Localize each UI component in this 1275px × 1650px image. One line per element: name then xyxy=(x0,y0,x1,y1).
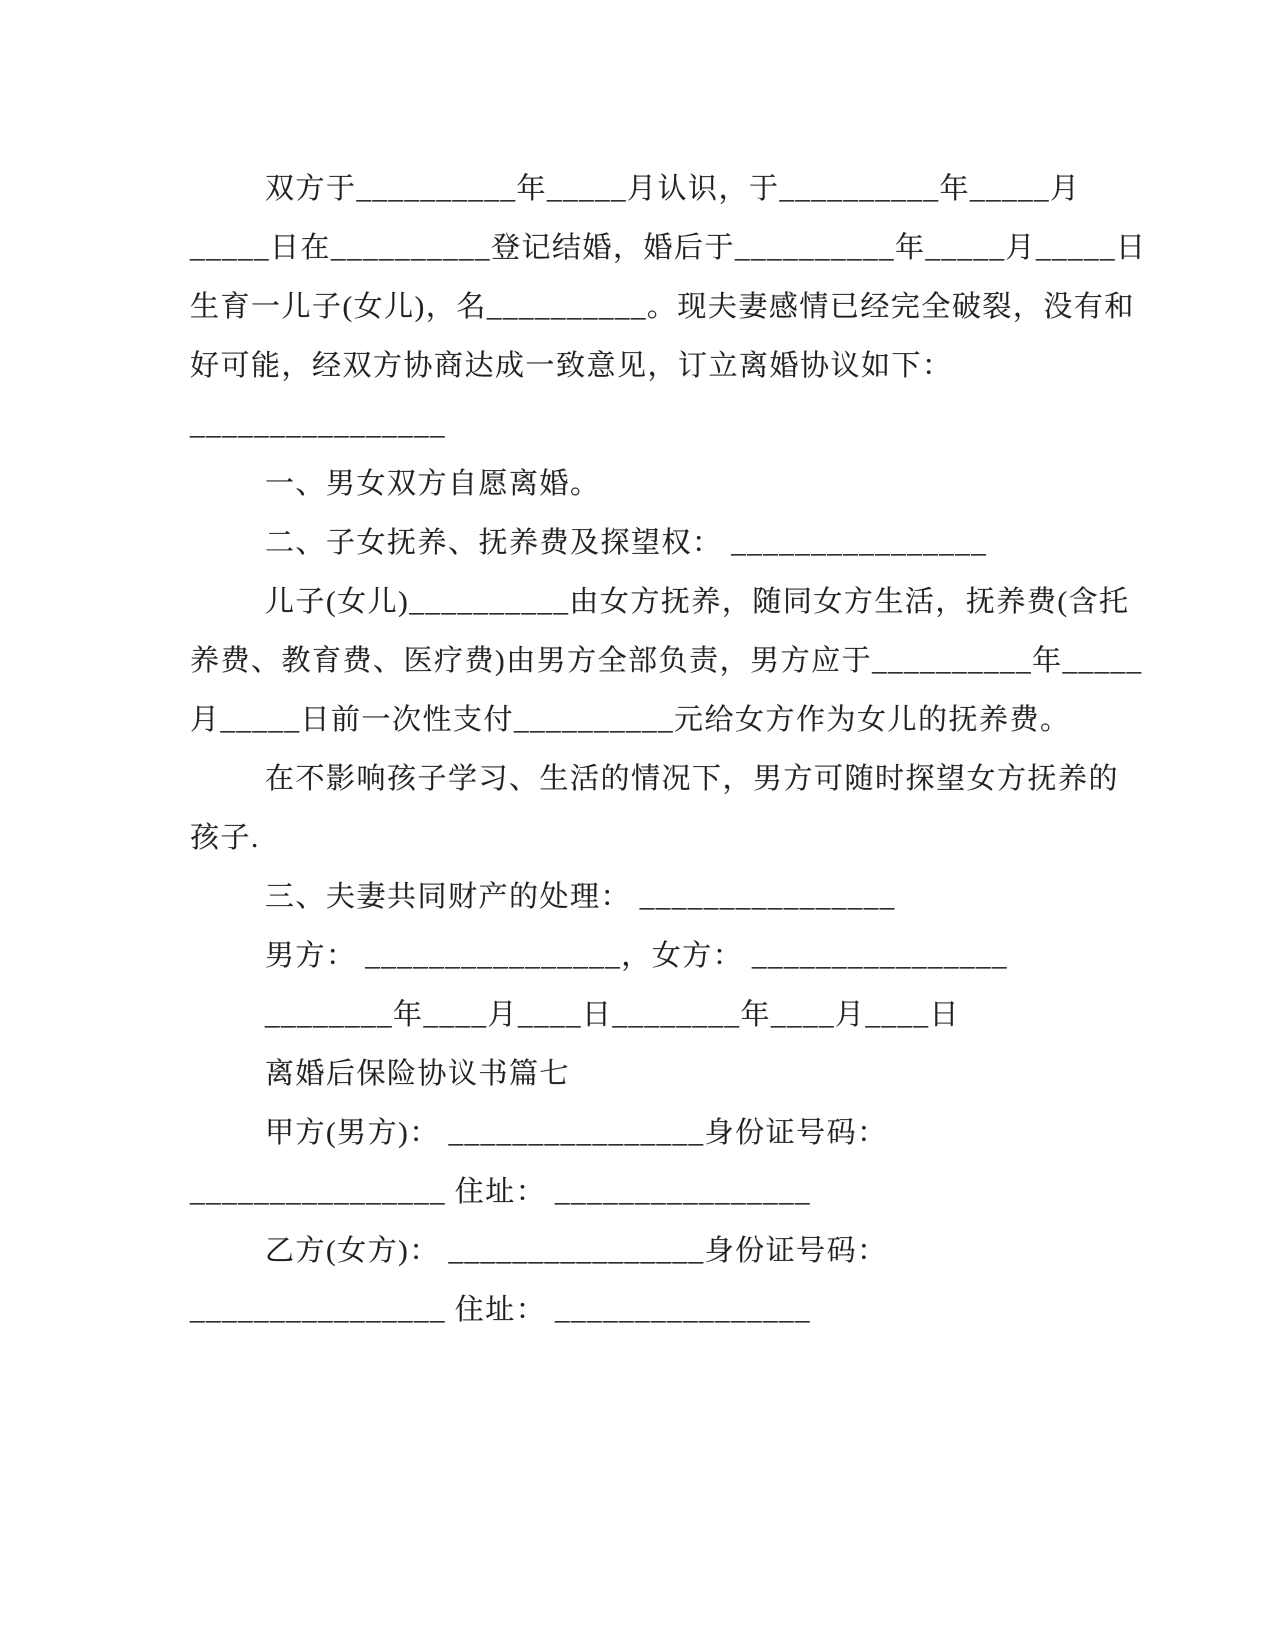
document-line: 在不影响孩子学习、生活的情况下，男方可随时探望女方抚养的 xyxy=(265,763,1120,795)
document-line: 月_____日前一次性支付__________元给女方作为女儿的抚养费。 xyxy=(190,704,1071,736)
document-line: 孩子. xyxy=(190,822,260,854)
document-line: ________________ 住址： ________________ xyxy=(190,1176,812,1208)
document-line: 养费、教育费、医疗费)由男方全部负责，男方应于__________年_____ xyxy=(190,645,1143,677)
document-line: ________________ xyxy=(190,409,446,441)
document-line: 双方于__________年_____月认识，于__________年_____月 xyxy=(265,173,1081,205)
document-line: 三、夫妻共同财产的处理： ________________ xyxy=(265,881,896,913)
document-line: 乙方(女方)： ________________身份证号码： xyxy=(265,1235,888,1267)
document-line: 男方： ________________，女方： ________________ xyxy=(265,940,1009,972)
document-line: ________________ 住址： ________________ xyxy=(190,1294,812,1326)
document-line: 生育一儿子(女儿)，名__________。现夫妻感情已经完全破裂，没有和 xyxy=(190,291,1135,323)
document-line: 离婚后保险协议书篇七 xyxy=(265,1058,571,1090)
document-line: _____日在__________登记结婚，婚后于__________年_____月_____日 xyxy=(190,232,1147,264)
document-line: 儿子(女儿)__________由女方抚养，随同女方生活，抚养费(含托 xyxy=(265,586,1130,618)
document-line: 一、男女双方自愿离婚。 xyxy=(265,468,601,500)
document-line: 好可能，经双方协商达成一致意见，订立离婚协议如下： xyxy=(190,350,953,382)
document-body xyxy=(190,160,1147,1340)
document-line: 甲方(男方)： ________________身份证号码： xyxy=(265,1117,888,1149)
document-line: ________年____月____日________年____月____日 xyxy=(265,999,961,1031)
document-line: 二、子女抚养、抚养费及探望权： ________________ xyxy=(265,527,988,559)
